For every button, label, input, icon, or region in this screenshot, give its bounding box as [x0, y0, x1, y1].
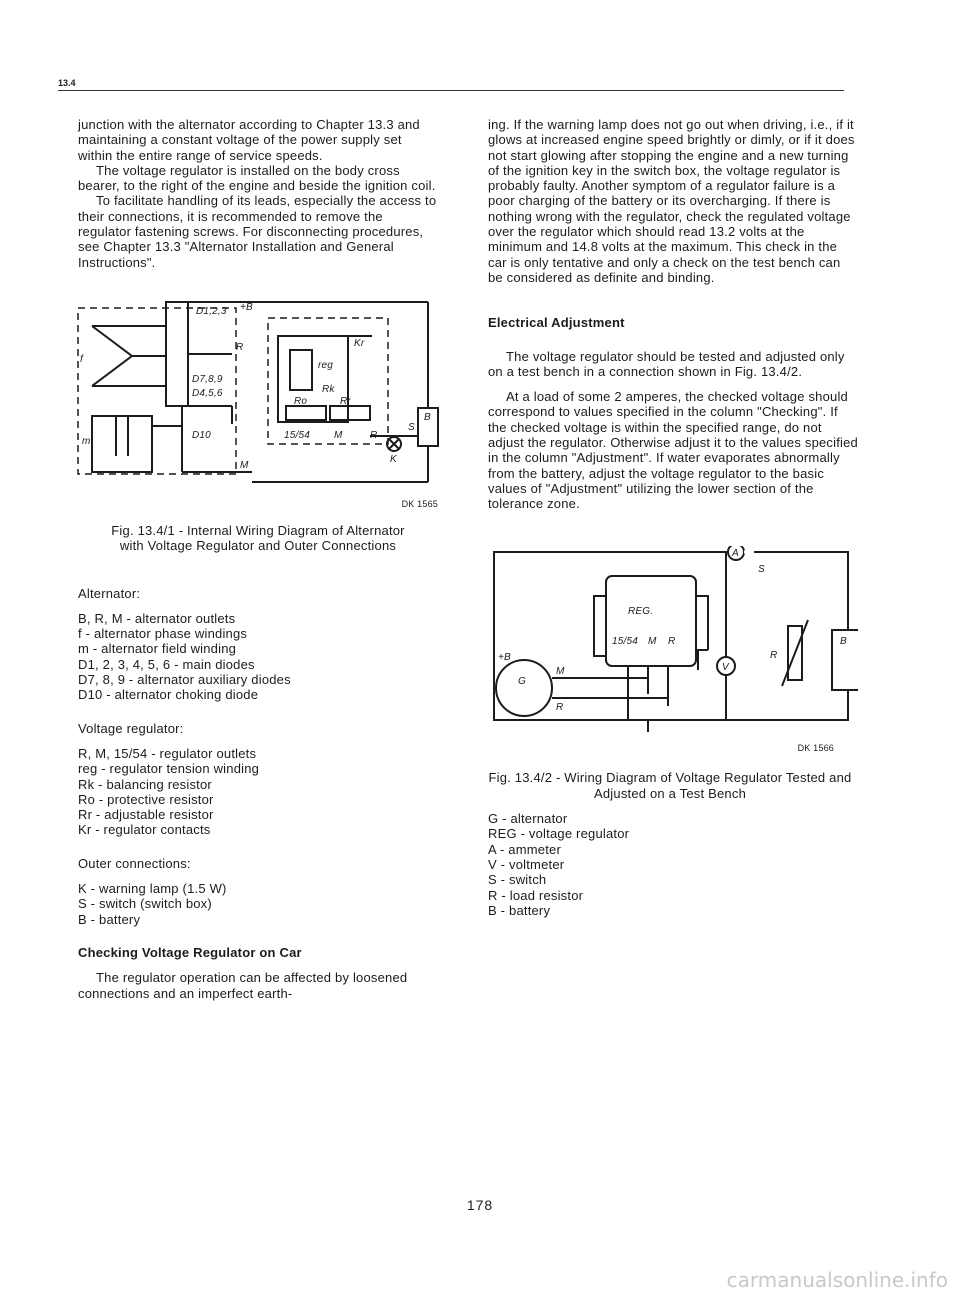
fig1-label-b: B: [424, 411, 431, 423]
fig2-label-plus-b: +B: [498, 651, 511, 663]
legend-item: A - ammeter: [488, 841, 561, 857]
legend-item: reg - regulator tension winding: [78, 761, 260, 777]
fig1-label-m: m: [82, 435, 91, 447]
fig1-label-plus-b: +B: [240, 301, 253, 313]
legend-item: Rk - balancing resistor: [78, 776, 212, 792]
fig1-label-15-54: 15/54: [284, 429, 311, 441]
legend-item: S - switch (switch box): [78, 896, 212, 912]
fig1-label-reg: reg: [318, 359, 334, 371]
fig2-label-r: R: [668, 635, 676, 647]
fig2-label-b: B: [840, 635, 847, 647]
fig1-label-m-out: M: [240, 459, 249, 471]
legend-item: R, M, 15/54 - regulator outlets: [78, 745, 257, 761]
internal-wiring-diagram: [72, 296, 452, 506]
adjustment-paragraph-2: At a load of some 2 amperes, the checked voltage should correspond to values specified in the column "Checking". If the checked voltage is within the specified range, do not adjust the regulator. Otherwise adjust it to the values specified in the column "Adjustment". If water evaporates abnormally from the battery, adjust the voltage regulator to the basic values of "Adjustment" utilizing the lower section of the tolerance zone.: [488, 389, 858, 512]
checking-paragraph: The regulator operation can be affected by loosened connections and an imperfect earth-: [78, 970, 408, 1001]
fig2-label-v: V: [722, 661, 729, 673]
legend-item: V - voltmeter: [488, 857, 565, 873]
fig2-label-g: G: [518, 675, 526, 687]
legend-item: Rr - adjustable resistor: [78, 807, 214, 823]
regulator-heading: Voltage regulator:: [78, 720, 184, 736]
legend-item: D10 - alternator choking diode: [78, 687, 259, 703]
outer-heading: Outer connections:: [78, 855, 191, 871]
outer-connections-legend: [78, 856, 438, 927]
fig2-label-m: M: [648, 635, 657, 647]
fig2-label-r3: R: [770, 649, 778, 661]
legend-item: B - battery: [78, 911, 141, 927]
legend-item: B - battery: [488, 902, 551, 918]
fig1-label-ro: Ro: [294, 395, 308, 407]
intro-paragraph-3: To facilitate handling of its leads, especially the access to their connections, it is recommended to remove the regulator fastening screws. For disconnecting procedures, see Chapter 13.3 "Alternator Installation and General Instructions".: [78, 193, 437, 270]
adjustment-paragraph-1: The voltage regulator should be tested and adjusted only on a test bench in a connection shown in Fig. 13.4/2.: [488, 348, 845, 379]
header-rule: [58, 90, 844, 91]
fig1-label-d789: D7,8,9: [192, 373, 223, 385]
fig1-label-kr: Kr: [354, 337, 365, 349]
fig2-label-m2: M: [556, 665, 565, 677]
left-column: [78, 117, 438, 1001]
fig2-label-15-54: 15/54: [612, 635, 639, 647]
legend-item: S - switch: [488, 872, 547, 888]
fig1-label-rk: Rk: [322, 383, 335, 395]
alternator-legend: [78, 586, 438, 703]
fig2-label-a: A: [732, 547, 739, 559]
fig2-code: DK 1566: [797, 742, 834, 753]
test-bench-legend: [488, 811, 858, 918]
fig1-caption: Fig. 13.4/1 - Internal Wiring Diagram of Alternator with Voltage Regulator and Outer Connections: [111, 522, 405, 554]
fig1-label-k: K: [390, 453, 397, 465]
fig1-label-r2: R: [370, 429, 378, 441]
fig1-label-rr: Rr: [340, 395, 351, 407]
fig1-label-f: f: [80, 353, 83, 365]
page-number: 178: [466, 1197, 494, 1213]
continued-paragraph: ing. If the warning lamp does not go out when driving, i.e., if it glows at increased engine speed brightly or dimly, or if it does not start glowing after stopping the engine and a new turning of the ignition key in the switch box, the voltage regulator is probably faulty. Another symptom of a regulator failure is a poor charging of the battery or its overcharging. If there is nothing wrong with the regulator, check the regulated voltage over the regulator which should read 13.2 volts at the minimum and 14.8 volts at the maximum. This check in the car is only tentative and only a check on the test bench can be considered as definite and binding.: [488, 117, 855, 285]
fig1-label-r: R: [236, 341, 244, 353]
legend-item: f - alternator phase windings: [78, 626, 248, 642]
section-number: 13.4: [58, 78, 76, 88]
legend-item: Kr - regulator contacts: [78, 822, 211, 838]
fig1-label-m2: M: [334, 429, 343, 441]
intro-paragraph-2: The voltage regulator is installed on the body cross bearer, to the right of the engine and beside the ignition coil.: [78, 162, 436, 194]
legend-item: R - load resistor: [488, 887, 584, 903]
intro-paragraph-1: junction with the alternator according to Chapter 13.3 and maintaining a constant voltage of the power supply set within the entire range of service speeds.: [78, 117, 420, 163]
legend-item: REG - voltage regulator: [488, 826, 630, 842]
legend-item: D1, 2, 3, 4, 5, 6 - main diodes: [78, 656, 255, 672]
fig2-label-reg: REG.: [628, 605, 654, 617]
fig1-label-d10: D10: [192, 429, 211, 441]
fig1-code: DK 1565: [401, 499, 438, 510]
legend-item: Ro - protective resistor: [78, 791, 214, 807]
checking-section-title: Checking Voltage Regulator on Car: [78, 944, 302, 960]
legend-item: G - alternator: [488, 811, 568, 827]
fig2-label-s: S: [758, 563, 765, 575]
fig2-label-r2: R: [556, 701, 564, 713]
legend-item: K - warning lamp (1.5 W): [78, 881, 227, 897]
regulator-legend: [78, 721, 438, 838]
fig1-label-d123: D1,2,3: [196, 305, 227, 317]
fig1-label-d456: D4,5,6: [192, 387, 223, 399]
test-bench-wiring-diagram: [488, 546, 858, 736]
electrical-adjustment-title: Electrical Adjustment: [488, 315, 625, 331]
legend-item: B, R, M - alternator outlets: [78, 610, 236, 626]
right-column: [488, 117, 858, 918]
watermark: carmanualsonline.info: [726, 1268, 948, 1292]
fig1-label-s: S: [408, 421, 415, 433]
legend-item: m - alternator field winding: [78, 641, 237, 657]
legend-item: D7, 8, 9 - alternator auxiliary diodes: [78, 672, 291, 688]
alternator-heading: Alternator:: [78, 585, 141, 601]
fig2-caption: Fig. 13.4/2 - Wiring Diagram of Voltage Regulator Tested and Adjusted on a Test Bench: [488, 770, 852, 801]
